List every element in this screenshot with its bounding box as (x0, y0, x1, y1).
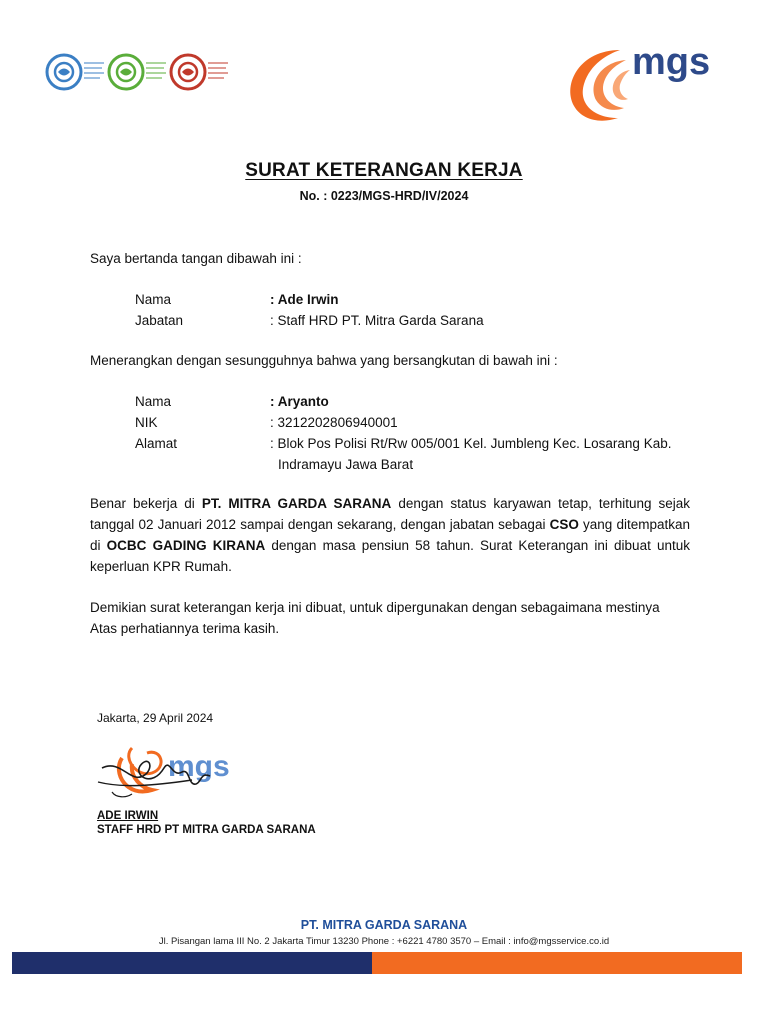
employee-address-line2: Indramayu Jawa Barat (278, 457, 414, 472)
closing-line-2: Atas perhatiannya terima kasih. (90, 621, 280, 636)
placement-site: OCBC GADING KIRANA (106, 538, 266, 553)
footer-address: Jl. Pisangan lama III No. 2 Jakarta Timur 13230 Phone : +6221 4780 3570 – Email : info@mgsservice.co.id (158, 936, 610, 947)
signer-position-label: Jabatan (135, 313, 184, 328)
intro-text: Saya bertanda tangan dibawah ini : (90, 251, 302, 266)
closing-line-1: Demikian surat keterangan kerja ini dibuat, untuk dipergunakan dengan sebagaimana mestinya (90, 600, 660, 615)
signature-date: Jakarta, 29 April 2024 (97, 711, 214, 725)
employee-address-line1: : Blok Pos Polisi Rt/Rw 005/001 Kel. Jumbleng Kec. Losarang Kab. (270, 436, 672, 451)
signatory-role: STAFF HRD PT MITRA GARDA SARANA (97, 824, 316, 836)
logo-text: mgs (632, 44, 711, 83)
stamp-text: mgs (168, 750, 230, 783)
certification-seals (44, 52, 234, 92)
signature-stamp (92, 728, 242, 818)
signer-position-value: : Staff HRD PT. Mitra Garda Sarana (270, 313, 484, 328)
employee-nik-label: NIK (135, 415, 158, 430)
employment-paragraph: Benar bekerja di PT. MITRA GARDA SARANA dengan status karyawan tetap, terhitung sejak tanggal 02 Januari 2012 sampai dengan sekarang, dengan jabatan sebagai CSO yang ditempatkan di OCBC GADING KIRANA dengan masa pensiun 58 tahun. Surat Keterangan ini dibuat untuk keperluan KPR Rumah. (90, 496, 691, 574)
iso-seal-green-icon (106, 52, 168, 92)
iso-seal-blue-icon (44, 52, 106, 92)
signatory-name: ADE IRWIN (97, 810, 159, 822)
company-name: PT. MITRA GARDA SARANA (201, 496, 392, 511)
document-number: No. : 0223/MGS-HRD/IV/2024 (299, 189, 469, 203)
mgs-logo (560, 44, 730, 124)
employee-name-value: : Aryanto (270, 394, 329, 409)
footer-company: PT. MITRA GARDA SARANA (300, 918, 468, 932)
employee-nik-value: : 3212202806940001 (270, 415, 398, 430)
employee-name-label: Nama (135, 394, 172, 409)
footer-bar-blue (12, 952, 372, 974)
iso-seal-red-icon (168, 52, 230, 92)
employee-address-label: Alamat (135, 436, 178, 451)
statement-text: Menerangkan dengan sesungguhnya bahwa yang bersangkutan di bawah ini : (90, 353, 558, 368)
job-title: CSO (549, 517, 579, 532)
signer-name-value: : Ade Irwin (270, 292, 339, 307)
document-title: SURAT KETERANGAN KERJA (245, 160, 523, 181)
footer-bar-orange (372, 952, 742, 974)
signer-name-label: Nama (135, 292, 172, 307)
